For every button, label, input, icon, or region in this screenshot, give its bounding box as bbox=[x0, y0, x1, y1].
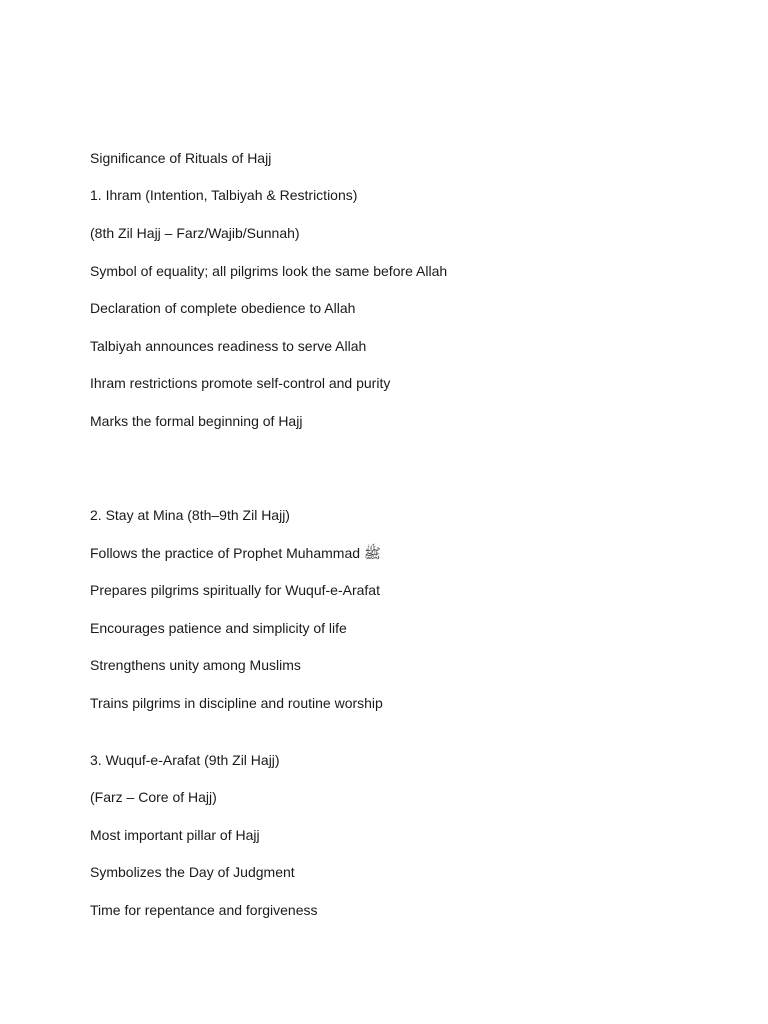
section-3-point-2: Symbolizes the Day of Judgment bbox=[90, 864, 295, 880]
section-2-point-2: Prepares pilgrims spiritually for Wuquf-e-Arafat bbox=[90, 582, 380, 598]
section-3-subheading: (Farz – Core of Hajj) bbox=[90, 789, 217, 805]
section-2-point-1: Follows the practice of Prophet Muhammad ﷺ bbox=[90, 545, 381, 561]
document-title: Significance of Rituals of Hajj bbox=[90, 150, 272, 166]
section-1-point-5: Marks the formal beginning of Hajj bbox=[90, 413, 303, 429]
section-3-point-1: Most important pillar of Hajj bbox=[90, 827, 260, 843]
section-2-point-3: Encourages patience and simplicity of life bbox=[90, 620, 347, 636]
section-1-point-1: Symbol of equality; all pilgrims look the same before Allah bbox=[90, 263, 448, 279]
section-1-point-2: Declaration of complete obedience to Allah bbox=[90, 300, 356, 316]
section-1-point-4: Ihram restrictions promote self-control and purity bbox=[90, 375, 391, 391]
section-3-point-3: Time for repentance and forgiveness bbox=[90, 902, 318, 918]
section-1-point-3: Talbiyah announces readiness to serve Allah bbox=[90, 338, 367, 354]
section-2-point-5: Trains pilgrims in discipline and routine worship bbox=[90, 695, 383, 711]
section-2-heading: 2. Stay at Mina (8th–9th Zil Hajj) bbox=[90, 507, 290, 523]
section-2-point-4: Strengthens unity among Muslims bbox=[90, 657, 301, 673]
section-1-heading: 1. Ihram (Intention, Talbiyah & Restrictions) bbox=[90, 187, 358, 203]
section-3-heading: 3. Wuquf-e-Arafat (9th Zil Hajj) bbox=[90, 752, 280, 768]
section-1-subheading: (8th Zil Hajj – Farz/Wajib/Sunnah) bbox=[90, 225, 300, 241]
